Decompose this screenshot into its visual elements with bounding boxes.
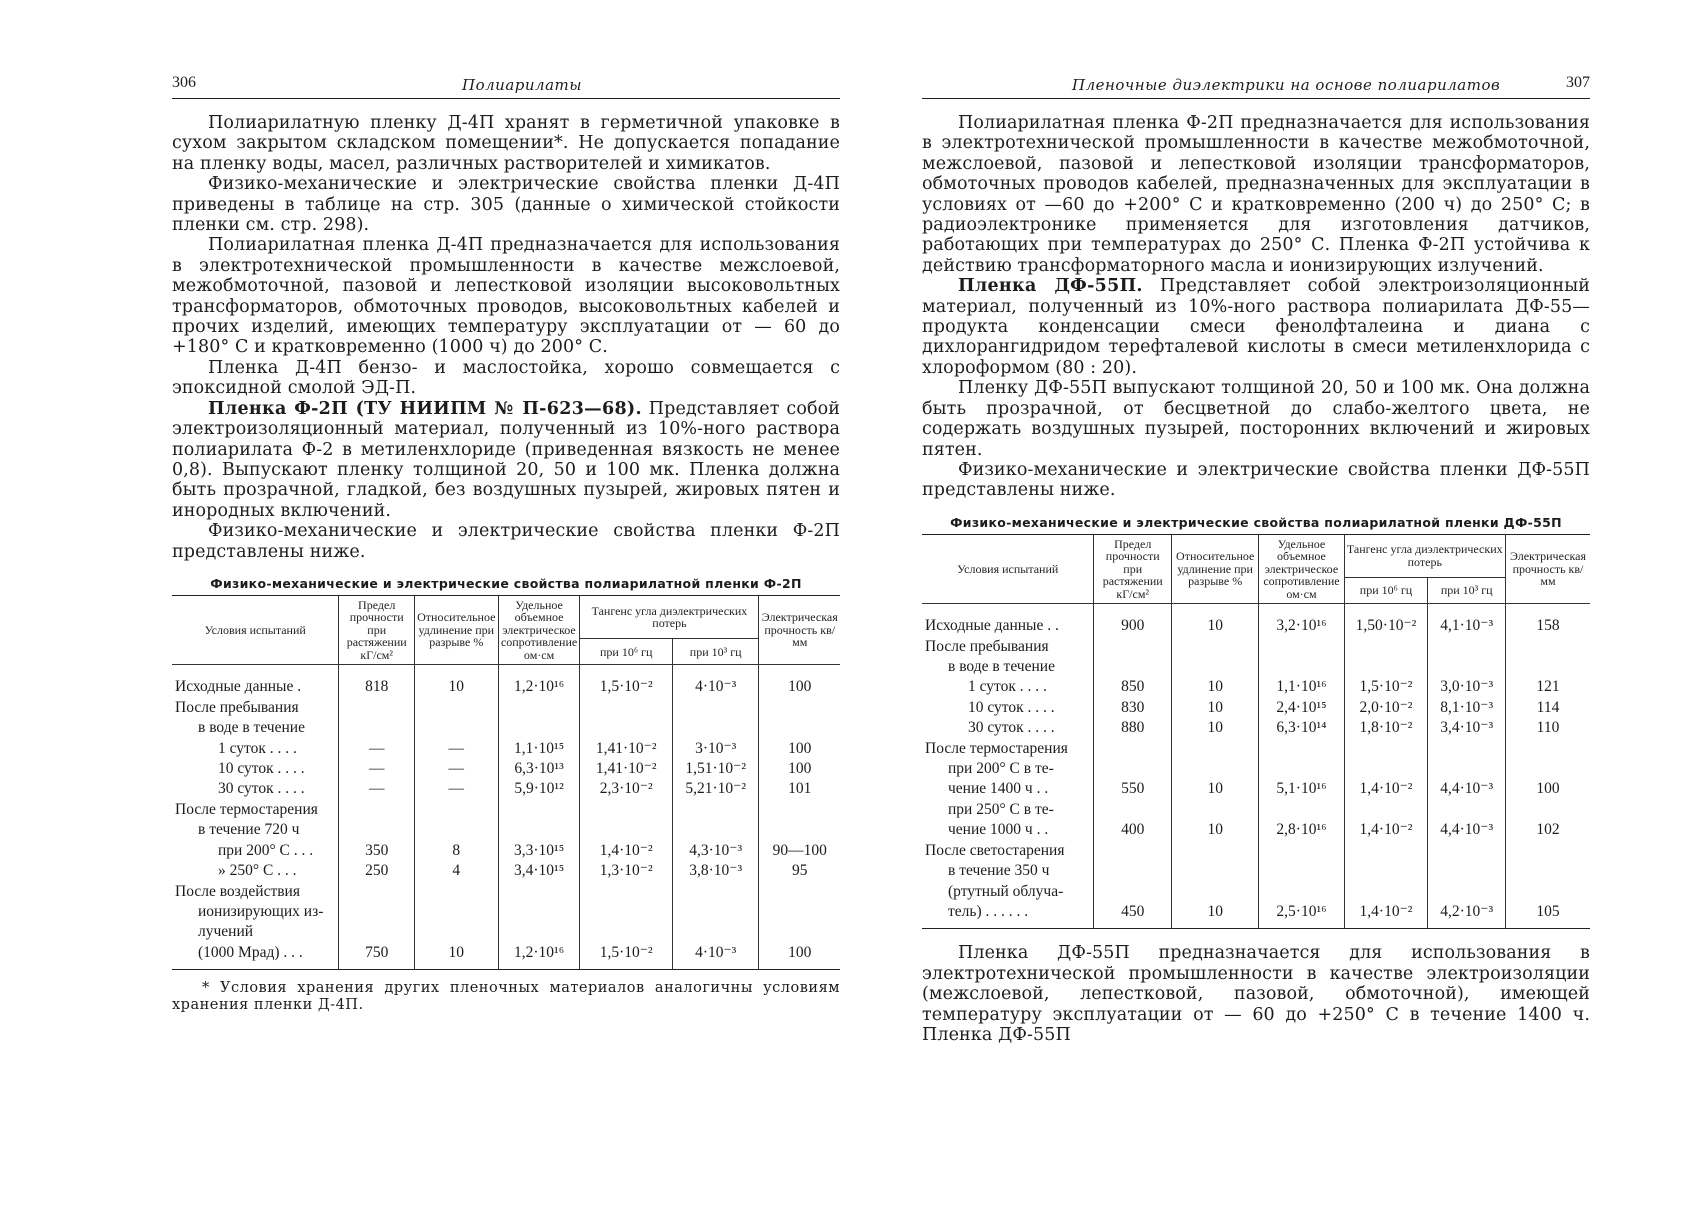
cell-tan-1e6 <box>1344 657 1428 677</box>
cell-condition: в течение 720 ч <box>198 821 300 839</box>
paragraph: Пленку ДФ-55П выпускают толщиной 20, 50 и 100 мк. Она должна быть прозрачной, от бесцветной до слабо-желтого цвета, не содержать воздушных пузырей, посторонних включений и жировых пятен. <box>922 378 1590 460</box>
cell-tan-1e6: 1,50·10⁻² <box>1344 604 1428 637</box>
cell-tan-1e3 <box>1428 841 1506 861</box>
cell-strength <box>1094 759 1172 779</box>
cell-tan-1e6 <box>1344 841 1428 861</box>
cell-resistivity <box>498 718 580 738</box>
cell-resistivity: 1,2·10¹⁶ <box>498 665 580 698</box>
paragraph: Физико-механические и электрические свойства пленки ДФ-55П представлены ниже. <box>922 459 1590 501</box>
cell-tan-1e3: 4,2·10⁻³ <box>1428 902 1506 929</box>
cell-el-strength <box>759 902 840 922</box>
cell-tan-1e3: 1,51·10⁻² <box>672 759 759 779</box>
cell-tan-1e3 <box>672 922 759 942</box>
cell-strength: — <box>339 739 414 759</box>
cell-resistivity <box>1259 882 1344 902</box>
cell-resistivity <box>498 820 580 840</box>
header-el-strength: Электрическая прочность кв/мм <box>759 595 840 665</box>
cell-elongation: 10 <box>414 943 498 970</box>
table-body <box>922 604 1590 929</box>
cell-el-strength <box>759 718 840 738</box>
cell-tan-1e3: 4·10⁻³ <box>672 665 759 698</box>
paragraph: Пленка Д-4П бензо- и маслостойка, хорошо совмещается с эпоксидной смолой ЭД-П. <box>172 357 840 399</box>
cell-tan-1e3 <box>672 902 759 922</box>
cell-el-strength <box>759 882 840 902</box>
cell-el-strength <box>759 820 840 840</box>
cell-resistivity <box>498 800 580 820</box>
cell-resistivity: 3,3·10¹⁵ <box>498 841 580 861</box>
table-row <box>922 841 1590 861</box>
table-caption: Физико-механические и электрические свойства полиарилатной пленки ДФ-55П <box>950 514 1562 530</box>
cell-el-strength: 102 <box>1506 820 1591 840</box>
table-row <box>172 759 840 779</box>
table-row <box>172 665 840 698</box>
table-row <box>922 739 1590 759</box>
cell-condition: 30 суток . . . . <box>968 719 1055 737</box>
cell-tan-1e3: 4,4·10⁻³ <box>1428 820 1506 840</box>
header-strength: Предел прочности при растяжении кГ/см² <box>339 595 414 665</box>
table-row <box>922 637 1590 657</box>
table-row <box>172 800 840 820</box>
cell-tan-1e6: 1,4·10⁻² <box>1344 902 1428 929</box>
cell-tan-1e6 <box>580 800 673 820</box>
cell-tan-1e6 <box>580 902 673 922</box>
cell-tan-1e6: 1,5·10⁻² <box>580 665 673 698</box>
cell-strength <box>339 820 414 840</box>
table-row <box>172 698 840 718</box>
cell-tan-1e6: 1,4·10⁻² <box>580 841 673 861</box>
left-page <box>172 70 840 1014</box>
cell-resistivity: 3,4·10¹⁵ <box>498 861 580 881</box>
paragraph-text: Представляет собой электроизоляционный материал, полученный из 10%-ного раствора полиарилата Ф-2 в метиленхлориде (приведенная вязкость не менее 0,8). Выпускают пленку толщиной 20, 50 и 100 мк. Пленка должна быть прозрачной, гладкой, без воздушных пузырей, жировых пятен и инородных включений. <box>172 398 840 521</box>
cell-tan-1e3: 3,0·10⁻³ <box>1428 677 1506 697</box>
cell-tan-1e3 <box>672 698 759 718</box>
cell-condition: После воздействия <box>175 882 300 900</box>
table-row <box>172 943 840 970</box>
cell-resistivity <box>1259 861 1344 881</box>
cell-strength <box>1094 739 1172 759</box>
cell-resistivity: 1,1·10¹⁵ <box>498 739 580 759</box>
cell-tan-1e3: 4,4·10⁻³ <box>1428 779 1506 799</box>
cell-elongation <box>1172 739 1259 759</box>
cell-el-strength <box>1506 759 1591 779</box>
cell-tan-1e6 <box>580 698 673 718</box>
cell-condition: После термостарения <box>925 739 1068 757</box>
cell-condition: 10 суток . . . . <box>218 760 305 778</box>
cell-tan-1e6 <box>1344 759 1428 779</box>
cell-elongation <box>414 800 498 820</box>
cell-el-strength: 100 <box>1506 779 1591 799</box>
header-tan-1e3: при 10³ гц <box>672 639 759 665</box>
table-row <box>922 800 1590 820</box>
cell-resistivity <box>1259 657 1344 677</box>
cell-tan-1e6: 1,3·10⁻² <box>580 861 673 881</box>
cell-elongation <box>1172 657 1259 677</box>
cell-strength: 830 <box>1094 698 1172 718</box>
cell-strength <box>339 718 414 738</box>
cell-strength: 550 <box>1094 779 1172 799</box>
cell-el-strength <box>759 800 840 820</box>
header-strength: Предел прочности при растяжении кГ/см² <box>1094 534 1172 604</box>
cell-condition: (ртутный облуча- <box>948 882 1064 900</box>
cell-tan-1e3 <box>1428 861 1506 881</box>
cell-condition: в воде в течение <box>948 658 1055 676</box>
cell-elongation <box>414 698 498 718</box>
cell-el-strength: 100 <box>759 759 840 779</box>
cell-resistivity <box>498 698 580 718</box>
cell-elongation: 8 <box>414 841 498 861</box>
cell-condition: Исходные данные . <box>175 678 302 696</box>
cell-elongation <box>1172 800 1259 820</box>
header-tan-1e6: при 10⁶ гц <box>580 639 673 665</box>
cell-resistivity <box>1259 739 1344 759</box>
cell-elongation <box>414 902 498 922</box>
cell-el-strength <box>1506 861 1591 881</box>
cell-strength: 350 <box>339 841 414 861</box>
cell-elongation: 10 <box>1172 677 1259 697</box>
cell-strength <box>1094 861 1172 881</box>
cell-tan-1e3 <box>1428 657 1506 677</box>
cell-condition: чение 1000 ч . . <box>948 821 1049 839</box>
table-caption: Физико-механические и электрические свойства полиарилатной пленки Ф-2П <box>210 575 802 591</box>
table-body <box>172 665 840 970</box>
page-number: 307 <box>1566 74 1590 91</box>
cell-condition: После пребывания <box>175 698 299 716</box>
section-heading: Пленка ДФ-55П. <box>958 276 1143 297</box>
table-row <box>922 820 1590 840</box>
cell-tan-1e6: 1,4·10⁻² <box>1344 820 1428 840</box>
cell-tan-1e6 <box>580 882 673 902</box>
properties-table <box>922 534 1590 930</box>
cell-elongation <box>1172 841 1259 861</box>
cell-strength <box>339 922 414 942</box>
table-row <box>922 902 1590 929</box>
table-row <box>172 882 840 902</box>
table-row <box>922 882 1590 902</box>
table-row <box>922 779 1590 799</box>
cell-tan-1e3: 5,21·10⁻² <box>672 779 759 799</box>
cell-elongation <box>1172 759 1259 779</box>
cell-tan-1e3 <box>672 800 759 820</box>
cell-elongation: — <box>414 779 498 799</box>
properties-table <box>172 595 840 970</box>
cell-elongation: 10 <box>1172 902 1259 929</box>
header-tan-1e3: при 10³ гц <box>1428 577 1506 603</box>
cell-tan-1e6: 2,3·10⁻² <box>580 779 673 799</box>
cell-condition: лучений <box>198 923 254 941</box>
cell-tan-1e6 <box>580 718 673 738</box>
cell-elongation <box>414 718 498 738</box>
cell-elongation: — <box>414 739 498 759</box>
running-title: Полиарилаты <box>462 76 582 94</box>
cell-tan-1e6 <box>580 820 673 840</box>
cell-condition: при 200° С . . . <box>218 841 314 859</box>
cell-condition: в воде в течение <box>198 719 305 737</box>
cell-condition: После пребывания <box>925 637 1049 655</box>
cell-tan-1e3 <box>1428 882 1506 902</box>
running-title: Пленочные диэлектрики на основе полиарилатов <box>1072 76 1501 94</box>
paragraph: Полиарилатную пленку Д-4П хранят в герметичной упаковке в сухом закрытом складском помещении*. Не допускается попадание на пленку воды, масел, различных растворителей и химикатов. <box>172 113 840 174</box>
cell-elongation <box>414 922 498 942</box>
cell-condition: 30 суток . . . . <box>218 780 305 798</box>
table-row <box>922 677 1590 697</box>
cell-strength: 750 <box>339 943 414 970</box>
cell-tan-1e6: 1,41·10⁻² <box>580 759 673 779</box>
footnote: * Условия хранения других пленочных материалов аналогичны условиям хранения пленки Д-4П. <box>172 980 840 1014</box>
cell-elongation: 4 <box>414 861 498 881</box>
cell-strength <box>1094 800 1172 820</box>
cell-el-strength <box>759 698 840 718</box>
paragraph <box>922 276 1590 378</box>
cell-strength <box>1094 657 1172 677</box>
cell-resistivity <box>1259 759 1344 779</box>
cell-tan-1e3 <box>1428 739 1506 759</box>
cell-el-strength: 105 <box>1506 902 1591 929</box>
header-resistivity: Удельное объемное электрическое сопротивление ом·см <box>1259 534 1344 604</box>
cell-strength: — <box>339 779 414 799</box>
cell-elongation: 10 <box>1172 698 1259 718</box>
table-row <box>172 739 840 759</box>
cell-elongation <box>1172 882 1259 902</box>
cell-strength: 450 <box>1094 902 1172 929</box>
header-el-strength: Электрическая прочность кв/мм <box>1506 534 1591 604</box>
cell-resistivity: 2,8·10¹⁶ <box>1259 820 1344 840</box>
cell-el-strength <box>1506 800 1591 820</box>
cell-tan-1e3 <box>672 820 759 840</box>
cell-el-strength <box>1506 657 1591 677</box>
section-heading: Пленка Ф-2П (ТУ НИИПМ № П-623—68). <box>208 398 642 419</box>
cell-tan-1e6 <box>1344 800 1428 820</box>
paragraph: Физико-механические и электрические свойства пленки Д-4П приведены в таблице на стр. 305 (данные о химической стойкости пленки см. стр. 298). <box>172 174 840 236</box>
cell-tan-1e6: 1,4·10⁻² <box>1344 779 1428 799</box>
cell-el-strength: 100 <box>759 665 840 698</box>
cell-el-strength <box>1506 637 1591 657</box>
header-elongation: Относительное удлинение при разрыве % <box>414 595 498 665</box>
cell-strength <box>1094 841 1172 861</box>
cell-resistivity: 1,1·10¹⁶ <box>1259 677 1344 697</box>
cell-tan-1e3 <box>1428 637 1506 657</box>
cell-strength: 900 <box>1094 604 1172 637</box>
cell-condition: 1 суток . . . . <box>968 678 1047 696</box>
cell-el-strength: 95 <box>759 861 840 881</box>
cell-condition: 1 суток . . . . <box>218 739 297 757</box>
cell-condition: (1000 Мрад) . . . <box>198 943 303 961</box>
cell-el-strength: 121 <box>1506 677 1591 697</box>
cell-resistivity: 2,4·10¹⁵ <box>1259 698 1344 718</box>
cell-tan-1e3: 4,1·10⁻³ <box>1428 604 1506 637</box>
cell-strength: — <box>339 759 414 779</box>
cell-condition: тель) . . . . . . <box>948 902 1029 920</box>
cell-strength <box>339 882 414 902</box>
cell-resistivity: 5,9·10¹² <box>498 779 580 799</box>
cell-tan-1e3: 4·10⁻³ <box>672 943 759 970</box>
cell-elongation: 10 <box>1172 718 1259 738</box>
right-page <box>922 70 1590 1045</box>
cell-strength: 250 <box>339 861 414 881</box>
cell-resistivity <box>1259 800 1344 820</box>
cell-resistivity: 6,3·10¹⁴ <box>1259 718 1344 738</box>
cell-resistivity: 2,5·10¹⁶ <box>1259 902 1344 929</box>
cell-el-strength: 110 <box>1506 718 1591 738</box>
cell-el-strength: 100 <box>759 739 840 759</box>
cell-el-strength: 100 <box>759 943 840 970</box>
header-resistivity: Удельное объемное электрическое сопротивление ом·см <box>498 595 580 665</box>
cell-condition: ионизирующих из- <box>198 902 324 920</box>
cell-elongation <box>414 820 498 840</box>
table-row <box>922 861 1590 881</box>
table-row <box>922 718 1590 738</box>
cell-resistivity <box>498 922 580 942</box>
cell-el-strength: 114 <box>1506 698 1591 718</box>
cell-tan-1e6 <box>1344 739 1428 759</box>
paragraph: Полиарилатная пленка Д-4П предназначается для использования в электротехнической промышленности в качестве межслоевой, межобмоточной, пазовой и лепестковой изоляции высоковольтных трансформаторов, обмоточных проводов, высоковольтных кабелей и прочих изделий, имеющих температуру эксплуатации от — 60 до +180° С и кратковременно (1000 ч) до 200° С. <box>172 235 840 358</box>
cell-tan-1e6: 1,5·10⁻² <box>580 943 673 970</box>
table-row <box>922 604 1590 637</box>
cell-tan-1e3 <box>1428 800 1506 820</box>
table-row <box>922 657 1590 677</box>
cell-tan-1e3: 3·10⁻³ <box>672 739 759 759</box>
page-number: 306 <box>172 74 196 91</box>
header-elongation: Относительное удлинение при разрыве % <box>1172 534 1259 604</box>
cell-condition: После термостарения <box>175 800 318 818</box>
cell-condition: Исходные данные . . <box>925 617 1059 635</box>
paragraph <box>172 399 840 521</box>
cell-resistivity: 6,3·10¹³ <box>498 759 580 779</box>
cell-strength: 400 <box>1094 820 1172 840</box>
right-running-head <box>922 70 1590 99</box>
header-tangent: Тангенс угла диэлектрических потерь <box>580 595 759 638</box>
cell-tan-1e6 <box>580 922 673 942</box>
cell-condition: чение 1400 ч . . <box>948 780 1049 798</box>
paragraph: Пленка ДФ-55П предназначается для использования в электротехнической промышленности в качестве электроизоляции (межслоевой, лепестковой, пазовой, обмоточной), имеющей температуру эксплуатации от — 60 до +250° С в течение 1400 ч. Пленка ДФ-55П <box>922 943 1590 1045</box>
table-row <box>172 922 840 942</box>
header-conditions: Условия испытаний <box>922 534 1094 604</box>
table-row <box>172 820 840 840</box>
table-row <box>172 902 840 922</box>
cell-el-strength <box>1506 841 1591 861</box>
header-conditions: Условия испытаний <box>172 595 339 665</box>
cell-elongation: 10 <box>1172 820 1259 840</box>
cell-resistivity <box>498 902 580 922</box>
cell-tan-1e6 <box>1344 882 1428 902</box>
cell-tan-1e6: 2,0·10⁻² <box>1344 698 1428 718</box>
header-tangent: Тангенс угла диэлектрических потерь <box>1344 534 1505 577</box>
cell-resistivity <box>1259 637 1344 657</box>
cell-strength <box>339 800 414 820</box>
cell-elongation: — <box>414 759 498 779</box>
cell-el-strength: 90—100 <box>759 841 840 861</box>
cell-strength <box>1094 882 1172 902</box>
table-row <box>172 841 840 861</box>
cell-tan-1e3 <box>1428 759 1506 779</box>
cell-tan-1e6: 1,5·10⁻² <box>1344 677 1428 697</box>
cell-elongation <box>1172 637 1259 657</box>
cell-tan-1e6 <box>1344 861 1428 881</box>
cell-el-strength <box>1506 739 1591 759</box>
cell-condition: в течение 350 ч <box>948 862 1050 880</box>
cell-strength: 850 <box>1094 677 1172 697</box>
cell-condition: при 250° С в те- <box>948 800 1054 818</box>
cell-resistivity: 5,1·10¹⁶ <box>1259 779 1344 799</box>
cell-tan-1e3: 3,8·10⁻³ <box>672 861 759 881</box>
paragraph-text: Представляет собой электроизоляционный материал, полученный из 10%-ного раствора полиарилата ДФ-55—продукта конденсации смеси фенолфталеина и диана с дихлорангидридом терефталевой кислоты в смеси метиленхлорида с хлороформом (80 : 20). <box>922 276 1590 378</box>
cell-tan-1e3 <box>672 718 759 738</box>
cell-condition: » 250° С . . . <box>218 862 297 880</box>
cell-elongation: 10 <box>414 665 498 698</box>
cell-elongation: 10 <box>1172 779 1259 799</box>
table-row <box>172 779 840 799</box>
cell-tan-1e6: 1,8·10⁻² <box>1344 718 1428 738</box>
cell-strength: 818 <box>339 665 414 698</box>
cell-elongation <box>1172 861 1259 881</box>
cell-resistivity <box>1259 841 1344 861</box>
cell-el-strength: 101 <box>759 779 840 799</box>
cell-el-strength: 158 <box>1506 604 1591 637</box>
cell-tan-1e6 <box>1344 637 1428 657</box>
cell-resistivity <box>498 882 580 902</box>
table-row <box>172 861 840 881</box>
cell-tan-1e3 <box>672 882 759 902</box>
header-tan-1e6: при 10⁶ гц <box>1344 577 1428 603</box>
left-running-head <box>172 70 840 99</box>
cell-resistivity: 1,2·10¹⁶ <box>498 943 580 970</box>
cell-strength: 880 <box>1094 718 1172 738</box>
cell-strength <box>339 698 414 718</box>
cell-el-strength <box>1506 882 1591 902</box>
cell-condition: После светостарения <box>925 841 1065 859</box>
cell-condition: 10 суток . . . . <box>968 698 1055 716</box>
cell-strength <box>339 902 414 922</box>
cell-resistivity: 3,2·10¹⁶ <box>1259 604 1344 637</box>
cell-condition: при 200° С в те- <box>948 760 1054 778</box>
paragraph: Полиарилатная пленка Ф-2П предназначается для использования в электротехнической промышленности в качестве межобмоточной, межслоевой, пазовой и лепестковой изоляции трансформаторов, обмоточных проводов кабелей, предназначенных для эксплуатации в условиях от —60 до +200° С и кратковременно (200 ч) до 250° С; в радиоэлектронике применяется для изготовления датчиков, работающих при температурах до 250° С. Пленка Ф-2П устойчива к действию трансформаторного масла и ионизирующих излучений. <box>922 113 1590 276</box>
cell-strength <box>1094 637 1172 657</box>
table-row <box>922 698 1590 718</box>
cell-tan-1e3: 8,1·10⁻³ <box>1428 698 1506 718</box>
cell-elongation <box>414 882 498 902</box>
cell-el-strength <box>759 922 840 942</box>
cell-tan-1e3: 4,3·10⁻³ <box>672 841 759 861</box>
cell-tan-1e6: 1,41·10⁻² <box>580 739 673 759</box>
cell-tan-1e3: 3,4·10⁻³ <box>1428 718 1506 738</box>
paragraph: Физико-механические и электрические свойства пленки Ф-2П представлены ниже. <box>172 521 840 562</box>
cell-elongation: 10 <box>1172 604 1259 637</box>
table-row <box>172 718 840 738</box>
table-row <box>922 759 1590 779</box>
